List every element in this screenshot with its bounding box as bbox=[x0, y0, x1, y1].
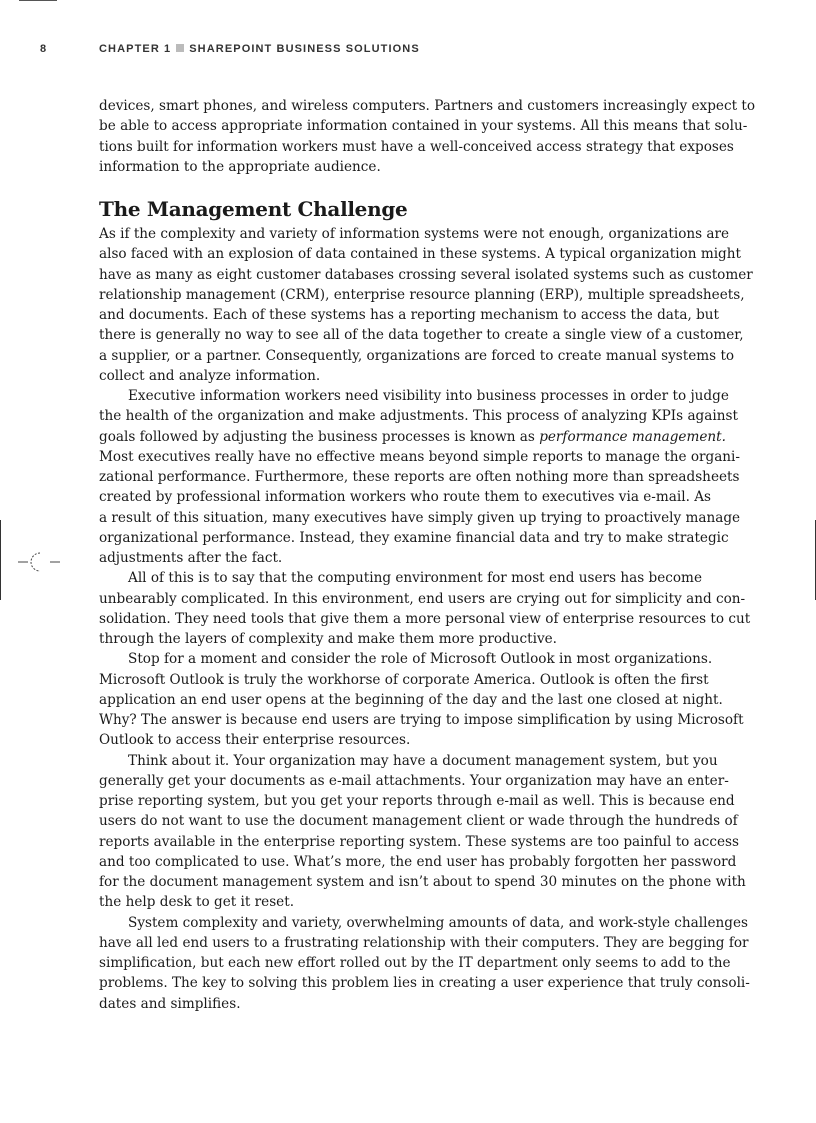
text-line: relationship management (CRM), enterprise resource planning (ERP), multiple spreadsheets, bbox=[99, 286, 745, 303]
text-line: a result of this situation, many executives have simply given up trying to proactively manage bbox=[99, 509, 741, 526]
text-line: All of this is to say that the computing environment for most end users has become bbox=[128, 570, 702, 587]
registration-mark-icon bbox=[18, 550, 62, 574]
text-line: collect and analyze information. bbox=[99, 367, 321, 384]
text-line: information to the appropriate audience. bbox=[99, 158, 381, 175]
text-line: organizational performance. Instead, they examine financial data and try to make strategic bbox=[99, 529, 729, 546]
paragraph bbox=[99, 649, 744, 750]
section-label: SHAREPOINT BUSINESS SOLUTIONS bbox=[189, 43, 420, 55]
text-line: have all led end users to a frustrating relationship with their computers. They are begging for bbox=[99, 934, 749, 951]
section-content bbox=[99, 224, 753, 1014]
paragraph bbox=[99, 386, 739, 568]
text-line: a supplier, or a partner. Consequently, organizations are forced to create manual systems to bbox=[99, 347, 735, 364]
text-line: have as many as eight customer databases crossing several isolated systems such as customer bbox=[99, 266, 753, 283]
emphasis-term: performance management. bbox=[539, 428, 726, 445]
text-line: and documents. Each of these systems has a reporting mechanism to access the data, but bbox=[99, 307, 720, 323]
page-body bbox=[99, 96, 755, 1014]
text-line: problems. The key to solving this problem lies in creating a user experience that truly consoli- bbox=[99, 975, 750, 992]
text-line: reports available in the enterprise reporting system. These systems are too painful to access bbox=[99, 833, 739, 850]
text-line: simplification, but each new effort rolled out by the IT department only seems to add to the bbox=[99, 955, 731, 971]
text-line: through the layers of complexity and make them more productive. bbox=[99, 631, 557, 647]
text-line: unbearably complicated. In this environment, end users are crying out for simplicity and con- bbox=[99, 590, 746, 607]
text-line: goals followed by adjusting the business processes is known as performance management. bbox=[99, 428, 726, 445]
text-line: created by professional information workers who route them to executives via e-mail. As bbox=[99, 489, 712, 506]
text-line: Why? The answer is because end users are trying to impose simplification by using Microsoft bbox=[99, 712, 744, 728]
text-line: dates and simplifies. bbox=[99, 995, 241, 1012]
text-line: application an end user opens at the beginning of the day and the last one closed at night. bbox=[99, 691, 723, 708]
text-line: the help desk to get it reset. bbox=[99, 894, 295, 911]
separator-square-icon bbox=[176, 44, 184, 52]
text-line: for the document management system and isn’t about to spend 30 minutes on the phone with bbox=[99, 874, 746, 890]
paragraph bbox=[99, 224, 753, 386]
page-number: 8 bbox=[40, 43, 48, 55]
paragraph bbox=[99, 568, 751, 649]
paragraph bbox=[99, 913, 750, 1014]
text-line: there is generally no way to see all of the data together to create a single view of a customer, bbox=[99, 327, 744, 344]
text-line: the health of the organization and make adjustments. This process of analyzing KPIs against bbox=[99, 408, 738, 425]
text-line: devices, smart phones, and wireless computers. Partners and customers increasingly expect to bbox=[99, 98, 755, 114]
text-line: and too complicated to use. What’s more, the end user has probably forgotten her password bbox=[99, 853, 737, 870]
paragraph bbox=[99, 751, 746, 913]
text-line: solidation. They need tools that give them a more personal view of enterprise resources to cut bbox=[99, 610, 751, 627]
crop-mark-top bbox=[19, 0, 57, 1]
text-line: Stop for a moment and consider the role of Microsoft Outlook in most organizations. bbox=[128, 651, 713, 668]
section-heading: The Management Challenge bbox=[99, 197, 408, 221]
text-line: generally get your documents as e-mail attachments. Your organization may have an enter- bbox=[99, 772, 729, 789]
text-line: Most executives really have no effective means beyond simple reports to manage the organi- bbox=[99, 448, 740, 465]
text-line: tions built for information workers must have a well-conceived access strategy that exposes bbox=[99, 138, 734, 155]
text-line: prise reporting system, but you get your reports through e-mail as well. This is because end bbox=[99, 793, 735, 809]
text-line: also faced with an explosion of data contained in these systems. A typical organization might bbox=[99, 246, 741, 263]
text-line: Executive information workers need visibility into business processes in order to judge bbox=[128, 388, 729, 404]
text-line: Microsoft Outlook is truly the workhorse of corporate America. Outlook is often the first bbox=[99, 671, 709, 688]
text-line: Outlook to access their enterprise resources. bbox=[99, 732, 411, 749]
text-line: adjustments after the fact. bbox=[99, 550, 283, 566]
text-line: zational performance. Furthermore, these reports are often nothing more than spreadsheets bbox=[99, 469, 740, 485]
text-line: As if the complexity and variety of information systems were not enough, organizations are bbox=[99, 226, 730, 242]
chapter-label: CHAPTER 1 bbox=[99, 43, 172, 55]
crop-mark-left bbox=[0, 520, 1, 600]
text-line: System complexity and variety, overwhelming amounts of data, and work-style challenges bbox=[128, 914, 749, 931]
text-line: be able to access appropriate information contained in your systems. All this means that solu- bbox=[99, 118, 748, 135]
intro-paragraph bbox=[99, 96, 755, 177]
running-title bbox=[99, 43, 420, 55]
text-line: users do not want to use the document management client or wade through the hundreds of bbox=[99, 813, 738, 830]
text-line: Think about it. Your organization may have a document management system, but you bbox=[128, 752, 718, 769]
